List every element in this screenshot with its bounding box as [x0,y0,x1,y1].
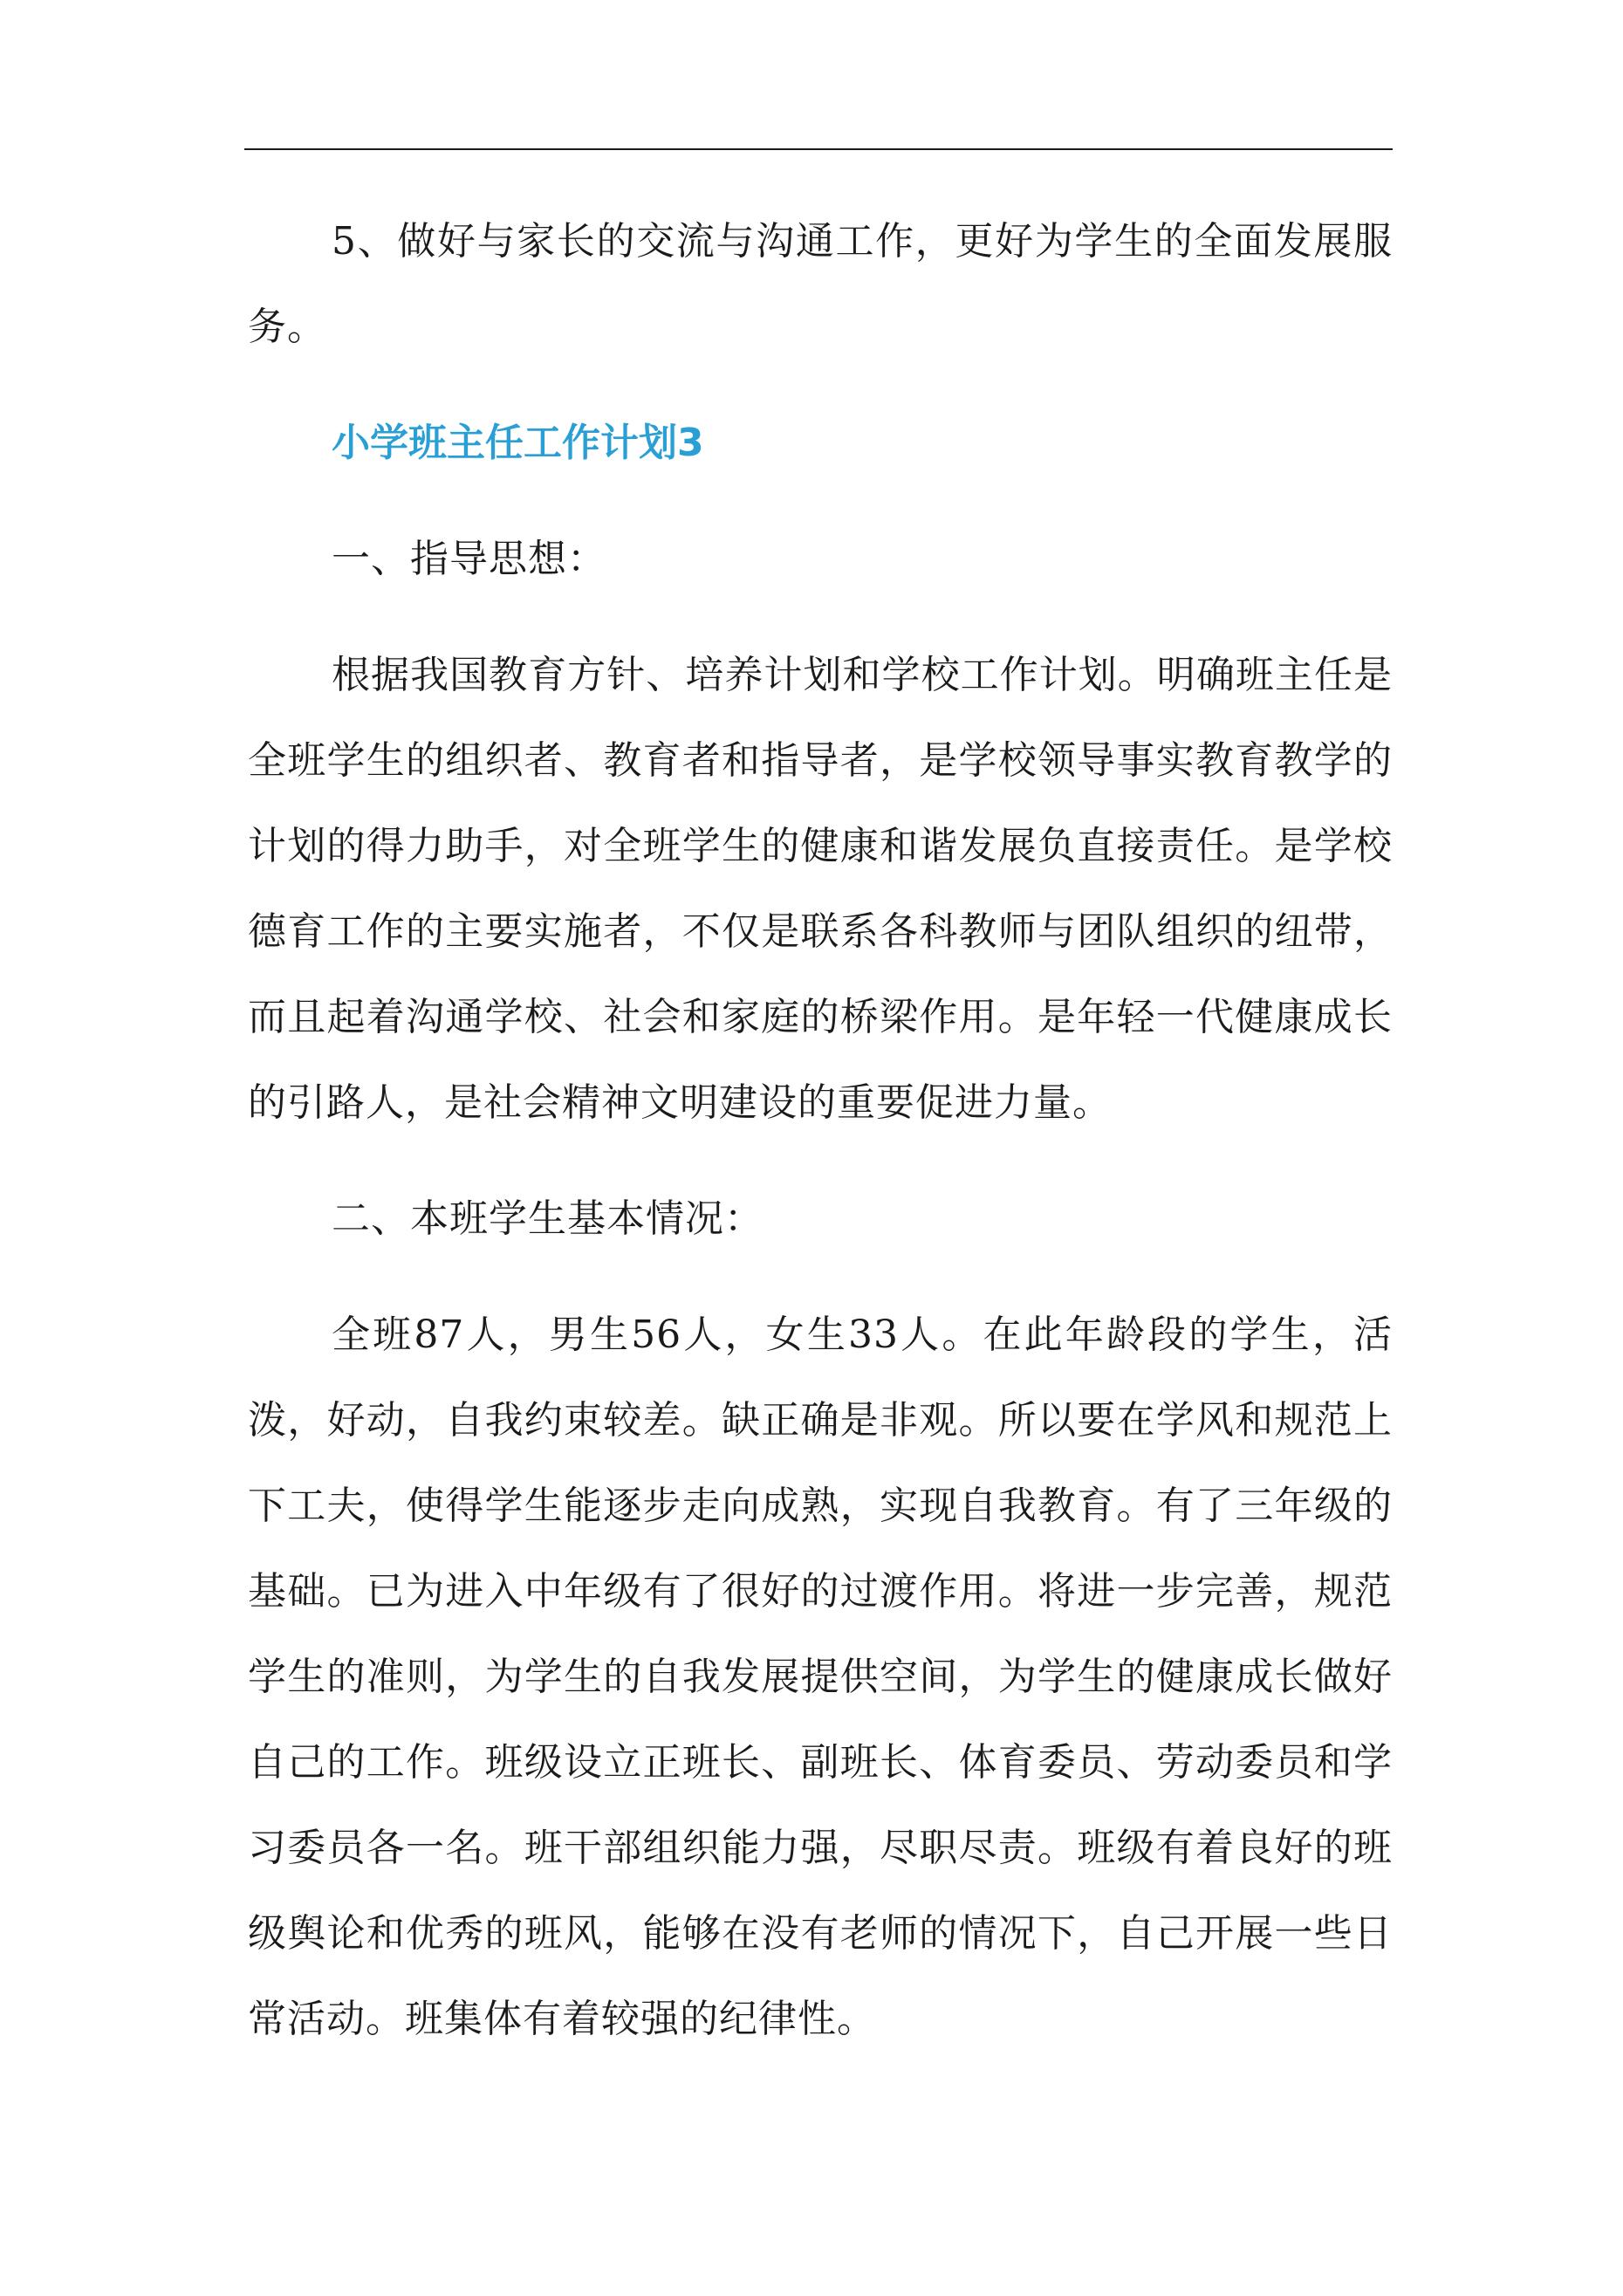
guiding-thought-paragraph: 根据我国教育方针、培养计划和学校工作计划。明确班主任是全班学生的组织者、教育者和指导者，是学校领导事实教育教学的计划的得力助手，对全班学生的健康和谐发展负直接责任。是学校德育工作的主要实施者，不仅是联系各科教师与团队组织的纽带，而且起着沟通学校、社会和家庭的桥梁作用。是年轻一代健康成长的引路人，是社会精神文明建设的重要促进力量。 [248,653,1393,1125]
class-situation-paragraph: 全班87人，男生56人，女生33人。在此年龄段的学生，活泼，好动，自我约束较差。缺正确是非观。所以要在学风和规范上下工夫，使得学生能逐步走向成熟，实现自我教育。有了三年级的基础。已为进入中年级有了很好的过渡作用。将进一步完善，规范学生的准则，为学生的自我发展提供空间，为学生的健康成长做好自己的工作。班级设立正班长、副班长、体育委员、劳动委员和学习委员各一名。班干部组织能力强，尽职尽责。班级有着良好的班级舆论和优秀的班风，能够在没有老师的情况下，自己开展一些日常活动。班集体有着较强的纪律性。 [248,1312,1393,2041]
class-situation-title: 二、本班学生基本情况： [332,1196,764,1241]
guiding-thought-title: 一、指导思想： [332,537,606,581]
document-content [248,199,1393,2062]
header-rule [244,148,1393,150]
intro-paragraph: 5、做好与家长的交流与沟通工作，更好为学生的全面发展服务。 [248,219,1393,349]
section-heading: 小学班主任工作计划3 [332,421,704,465]
